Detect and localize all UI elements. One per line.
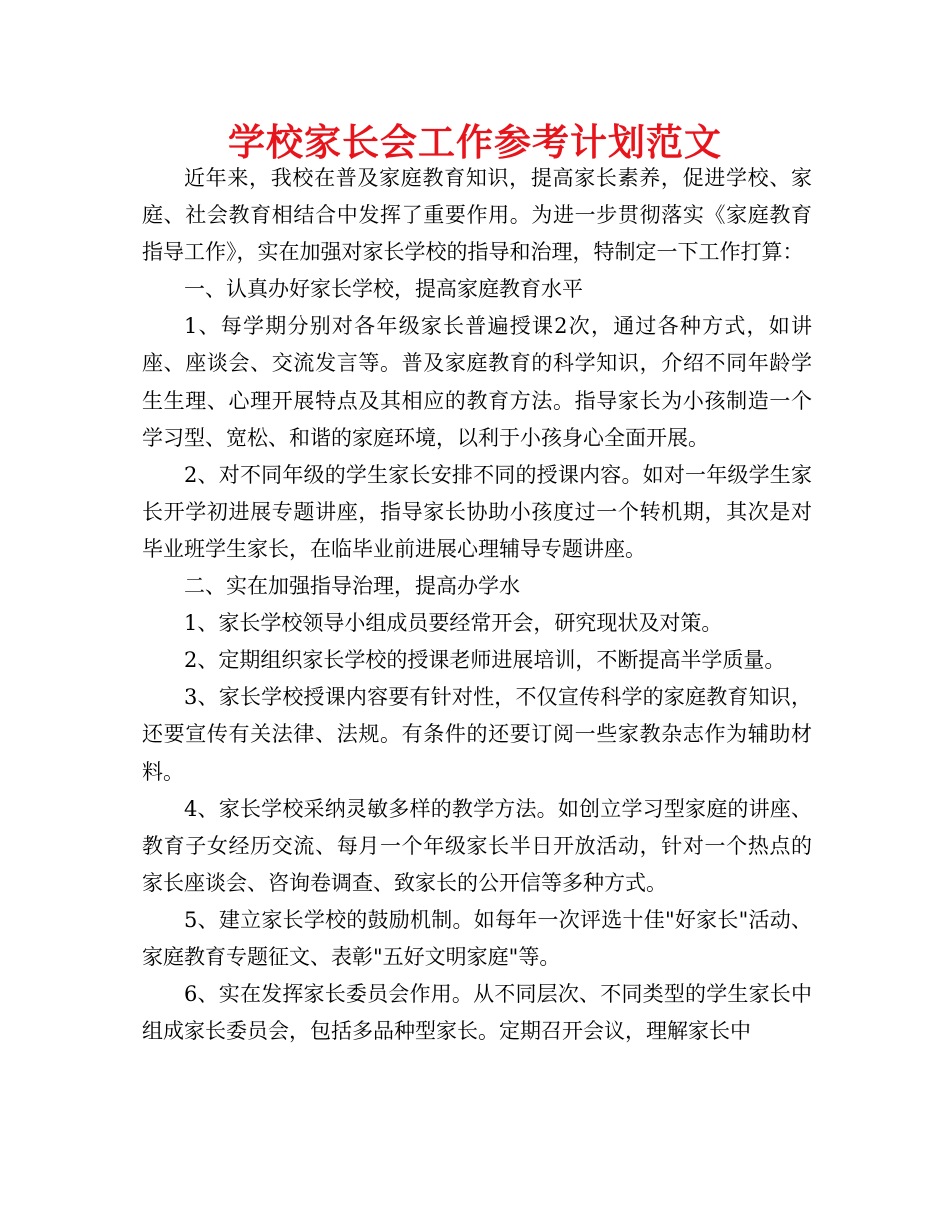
document-title: 学校家长会工作参考计划范文 [228,121,722,164]
paragraph-2-2: 2、定期组织家长学校的授课老师进展培训，不断提高半学质量。 [184,648,786,673]
paragraph-2-6: 6、实在发挥家长委员会作用。从不同层次、不同类型的学生家长中组成家长委员会，包括多品种型家长。定期召开会议，理解家长中 [142,982,812,1044]
paragraph-1-2: 2、对不同年级的学生家长安排不同的授课内容。如对一年级学生家长开学初进展专题讲座，指导家长协助小孩度过一个转机期，其次是对毕业班学生家长，在临毕业前进展心理辅导专题讲座。 [142,462,812,561]
paragraph-2-1: 1、家长学校领导小组成员要经常开会，研究现状及对策。 [184,611,723,636]
paragraph-2-4: 4、家长学校采纳灵敏多样的教学方法。如创立学习型家庭的讲座、教育子女经历交流、每月一个年级家长半日开放活动，针对一个热点的家长座谈会、咨询卷调查、致家长的公开信等多种方式。 [142,796,812,895]
paragraph-2-3: 3、家长学校授课内容要有针对性，不仅宣传科学的家庭教育知识，还要宣传有关法律、法规。有条件的还要订阅一些家教杂志作为辅助材料。 [142,685,812,784]
document-body [142,160,812,1050]
paragraph-2-5: 5、建立家长学校的鼓励机制。如每年一次评选十佳"好家长"活动、家庭教育专题征文、表彰"五好文明家庭"等。 [142,907,812,969]
section-heading-2: 二、实在加强指导治理，提高办学水 [184,574,520,599]
section-heading-1: 一、认真办好家长学校，提高家庭教育水平 [184,277,583,302]
paragraph-1-1: 1、每学期分别对各年级家长普遍授课2次，通过各种方式，如讲座、座谈会、交流发言等。普及家庭教育的科学知识，介绍不同年龄学生生理、心理开展特点及其相应的教育方法。指导家长为小孩制造一个学习型、宽松、和谐的家庭环境，以利于小孩身心全面开展。 [142,314,812,450]
paragraph-intro: 近年来，我校在普及家庭教育知识，提高家长素养，促进学校、家庭、社会教育相结合中发挥了重要作用。为进一步贯彻落实《家庭教育指导工作》，实在加强对家长学校的指导和治理，特制定一下工作打算： [142,166,812,265]
